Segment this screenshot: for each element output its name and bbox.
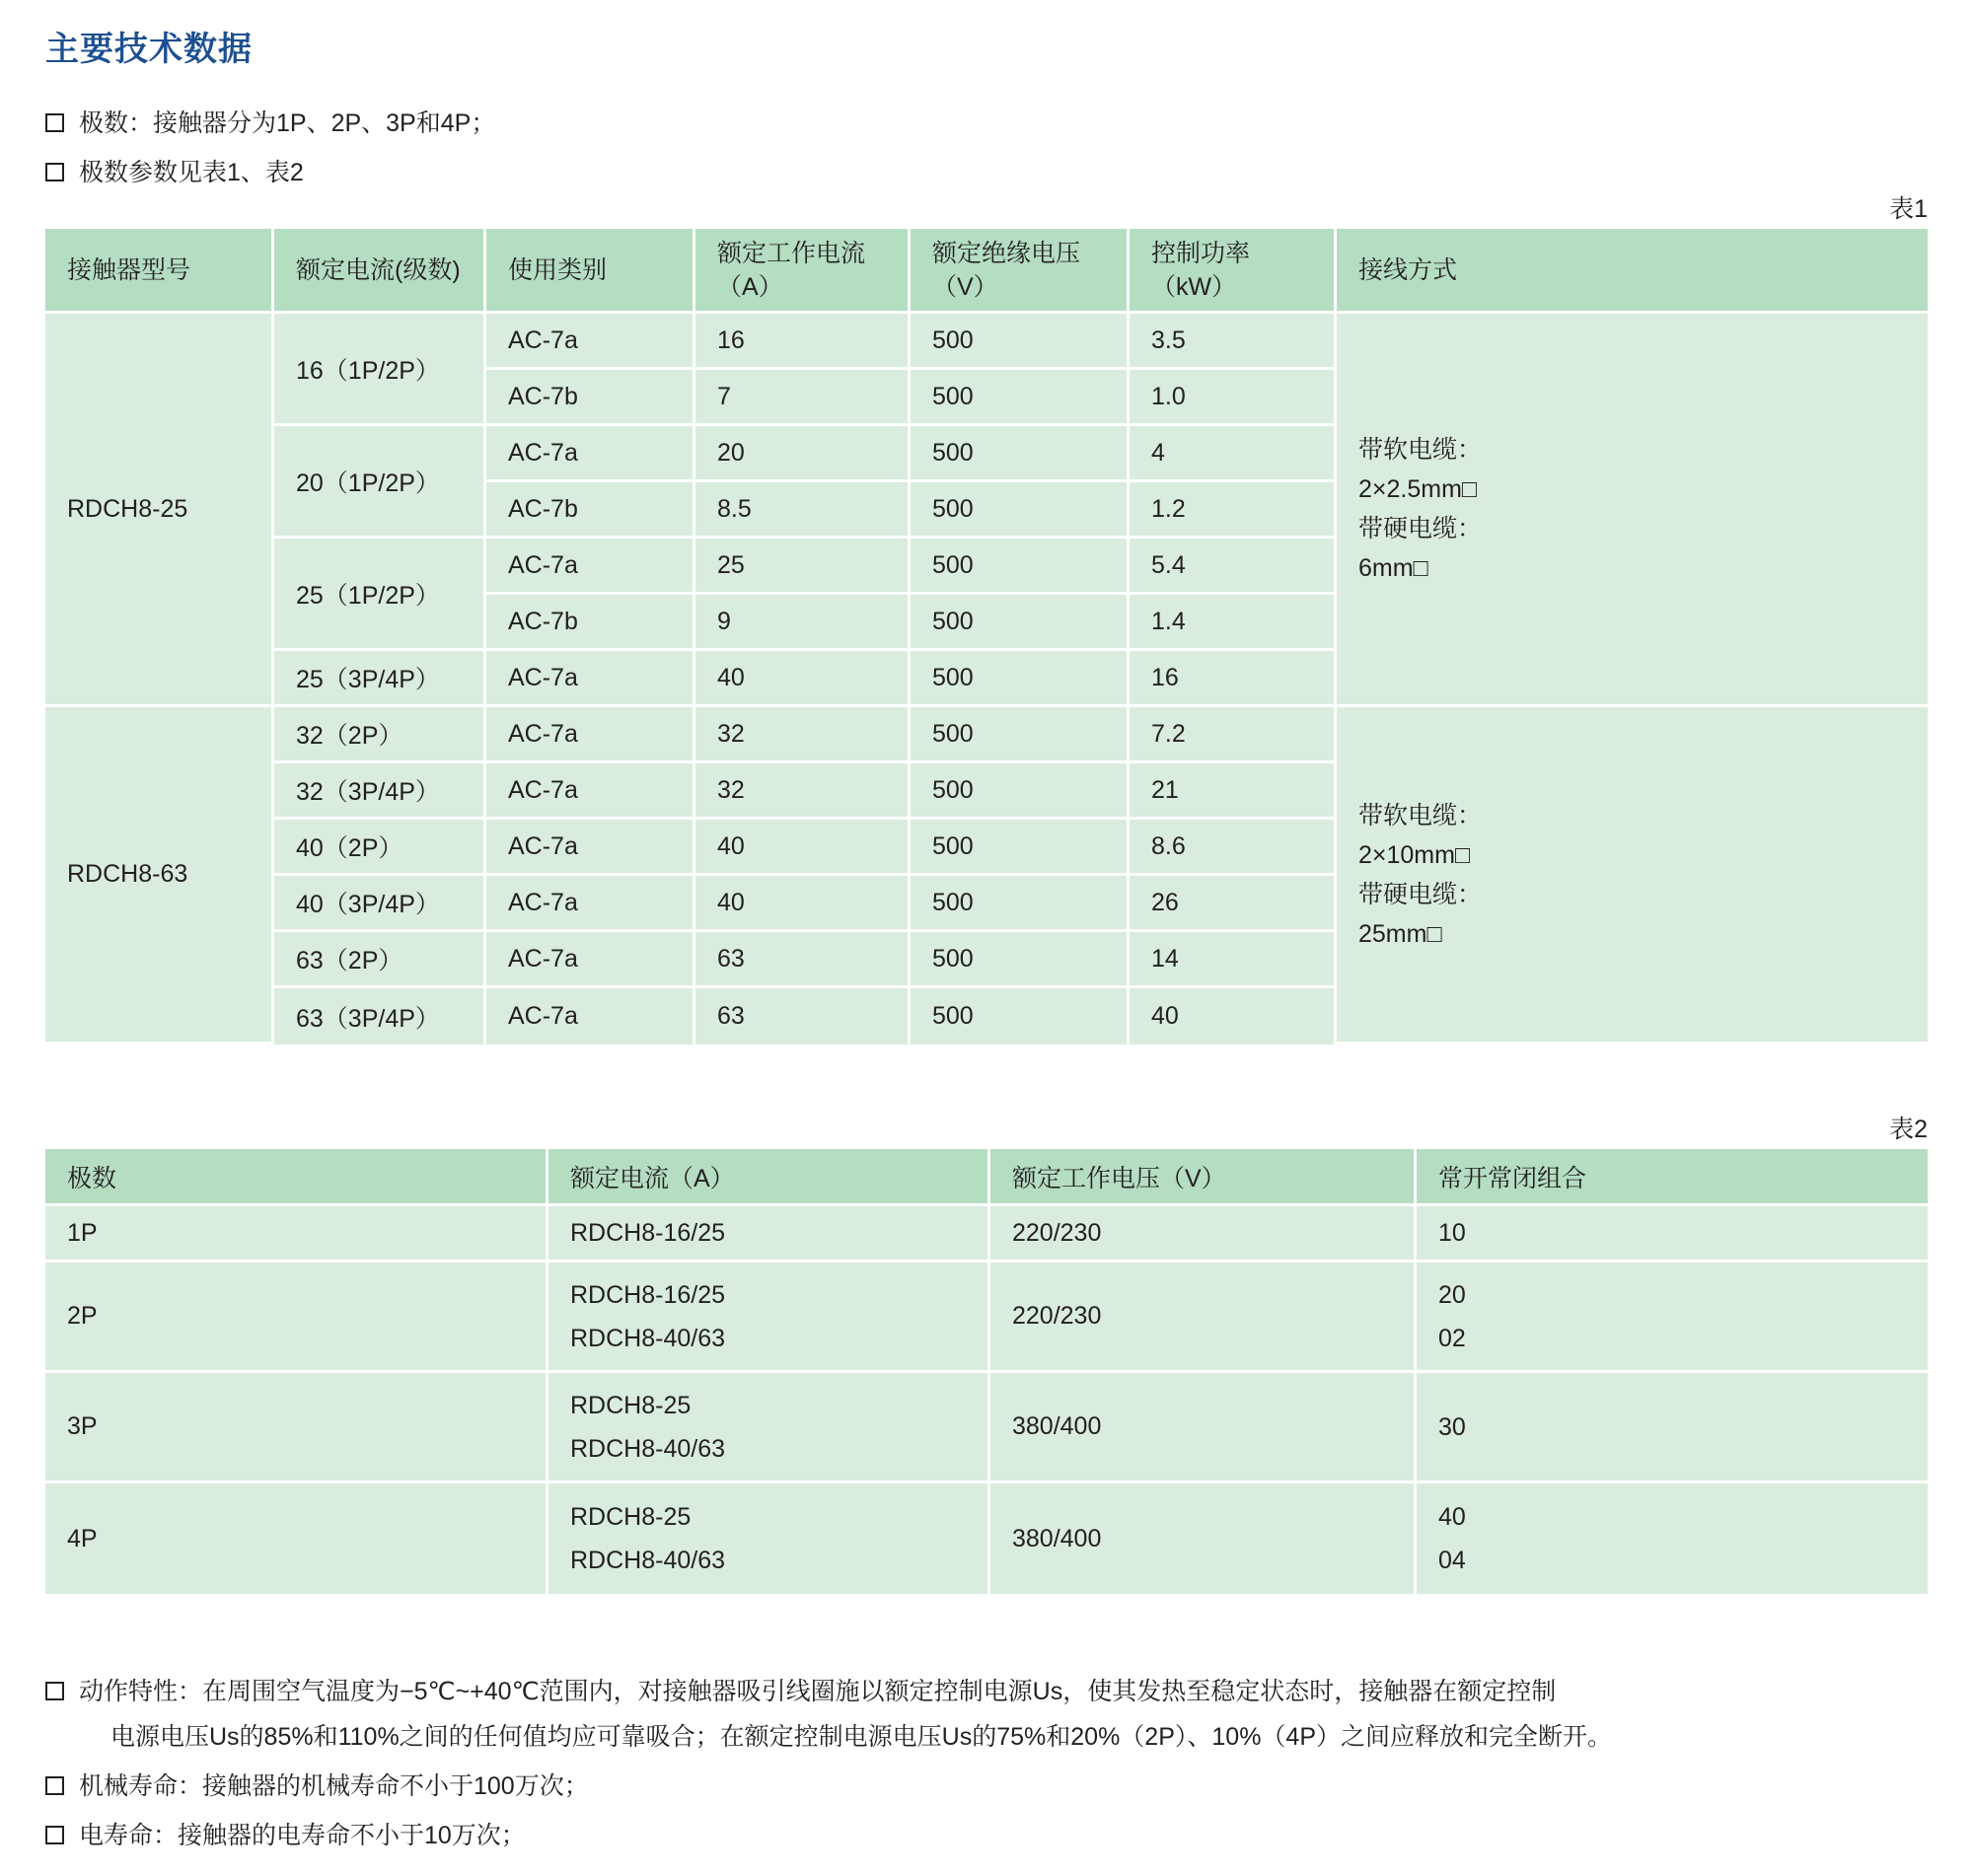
technical-data-table-1 xyxy=(45,229,1928,1045)
table2-cell-rated-current: RDCH8-16/25 RDCH8-40/63 xyxy=(548,1263,990,1373)
table-row xyxy=(45,1206,1928,1263)
table1-cell-category: AC-7b xyxy=(486,370,695,426)
table1-cell-rated-current: 63（2P） xyxy=(274,932,486,988)
table1-cell-control-power: 1.0 xyxy=(1130,370,1337,426)
wiring-hard-cable-label: 带硬电缆： xyxy=(1358,515,1483,542)
table2-cell-no-nc-combination: 20 02 xyxy=(1417,1263,1928,1373)
table1-cell-rated-current: 25（3P/4P） xyxy=(274,651,486,707)
table1-col-header-control-power: 控制功率（kW） xyxy=(1130,229,1337,314)
table2-cell-no-nc-combination: 30 xyxy=(1417,1373,1928,1483)
table1-cell-model: RDCH8-63 xyxy=(45,707,274,1045)
table1-cell-control-power: 1.4 xyxy=(1130,595,1337,651)
table1-cell-working-current: 9 xyxy=(695,595,911,651)
table1-cell-control-power: 1.2 xyxy=(1130,482,1337,539)
table1-cell-insulation-voltage: 500 xyxy=(911,539,1130,595)
wiring-hard-cable-value: 25mm□ xyxy=(1358,919,1442,948)
note-item-mechanical-life xyxy=(45,1764,1930,1809)
table1-cell-control-power: 21 xyxy=(1130,763,1337,820)
pole-parameters-table-2 xyxy=(45,1149,1928,1594)
table1-cell-insulation-voltage: 500 xyxy=(911,988,1130,1045)
table1-cell-rated-current: 63（3P/4P） xyxy=(274,988,486,1045)
note-line-1: 电寿命：接触器的电寿命不小于10万次； xyxy=(79,1822,526,1849)
table1-cell-rated-current: 32（3P/4P） xyxy=(274,763,486,820)
intro-bullet-item xyxy=(45,153,1920,192)
table1-cell-wiring-method xyxy=(1337,707,1928,1045)
table1-cell-working-current: 20 xyxy=(695,426,911,482)
table1-body xyxy=(45,314,1928,1045)
table1-cell-working-current: 16 xyxy=(695,314,911,370)
table1-cell-rated-current: 25（1P/2P） xyxy=(274,539,486,651)
table2-cell-working-voltage: 220/230 xyxy=(990,1263,1417,1373)
table2-cell-working-voltage: 380/400 xyxy=(990,1483,1417,1594)
table1-col-header-model: 接触器型号 xyxy=(45,229,274,314)
table1-cell-working-current: 32 xyxy=(695,763,911,820)
table1-cell-category: AC-7a xyxy=(486,707,695,763)
table1-col-header-rated-current: 额定电流(级数) xyxy=(274,229,486,314)
table-row xyxy=(45,1373,1928,1483)
table1-cell-control-power: 16 xyxy=(1130,651,1337,707)
table1-cell-category: AC-7a xyxy=(486,539,695,595)
table1-col-header-wiring-method: 接线方式 xyxy=(1337,229,1928,314)
table2-cell-poles: 2P xyxy=(45,1263,548,1373)
table1-cell-category: AC-7b xyxy=(486,595,695,651)
table2-cell-poles: 1P xyxy=(45,1206,548,1263)
table2-col-header-rated-current: 额定电流（A） xyxy=(548,1149,990,1206)
bullet-square-icon xyxy=(45,1826,64,1844)
table2-cell-working-voltage: 380/400 xyxy=(990,1373,1417,1483)
intro-bullet-list xyxy=(45,104,1920,202)
table2-cell-no-nc-combination: 10 xyxy=(1417,1206,1928,1263)
table1-cell-rated-current: 40（3P/4P） xyxy=(274,876,486,932)
intro-bullet-item xyxy=(45,104,1920,143)
table1-cell-insulation-voltage: 500 xyxy=(911,370,1130,426)
table1-cell-insulation-voltage: 500 xyxy=(911,707,1130,763)
table2-caption: 表2 xyxy=(1889,1116,1928,1143)
table1-cell-control-power: 7.2 xyxy=(1130,707,1337,763)
wiring-soft-cable-label: 带软电缆： xyxy=(1358,436,1483,464)
table1-cell-category: AC-7a xyxy=(486,426,695,482)
table1-cell-control-power: 8.6 xyxy=(1130,820,1337,876)
table1-cell-working-current: 32 xyxy=(695,707,911,763)
table1-cell-working-current: 40 xyxy=(695,876,911,932)
table1-col-header-utilization-category: 使用类别 xyxy=(486,229,695,314)
table1-cell-working-current: 40 xyxy=(695,820,911,876)
table1-cell-rated-current: 16（1P/2P） xyxy=(274,314,486,426)
table1-cell-insulation-voltage: 500 xyxy=(911,426,1130,482)
table2-cell-poles: 3P xyxy=(45,1373,548,1483)
table2-cell-no-nc-combination: 40 04 xyxy=(1417,1483,1928,1594)
table1-caption: 表1 xyxy=(1889,195,1928,223)
table1-cell-working-current: 63 xyxy=(695,932,911,988)
table2-col-header-no-nc-combination: 常开常闭组合 xyxy=(1417,1149,1928,1206)
table2-cell-rated-current: RDCH8-25 RDCH8-40/63 xyxy=(548,1483,990,1594)
note-line-1: 机械寿命：接触器的机械寿命不小于100万次； xyxy=(79,1772,589,1800)
bullet-square-icon xyxy=(45,163,64,181)
table2-cell-poles: 4P xyxy=(45,1483,548,1594)
bottom-notes-list xyxy=(45,1669,1930,1862)
table1-header-row xyxy=(45,229,1928,314)
table1-cell-working-current: 25 xyxy=(695,539,911,595)
table1-cell-category: AC-7a xyxy=(486,876,695,932)
table1-cell-insulation-voltage: 500 xyxy=(911,932,1130,988)
intro-bullet-text: 极数：接触器分为1P、2P、3P和4P； xyxy=(79,109,496,137)
table2-cell-working-voltage: 220/230 xyxy=(990,1206,1417,1263)
page-title: 主要技术数据 xyxy=(45,31,253,68)
table1-cell-rated-current: 40（2P） xyxy=(274,820,486,876)
table1-cell-category: AC-7a xyxy=(486,314,695,370)
table2-cell-rated-current: RDCH8-16/25 xyxy=(548,1206,990,1263)
table1-cell-insulation-voltage: 500 xyxy=(911,482,1130,539)
table1-cell-working-current: 8.5 xyxy=(695,482,911,539)
wiring-soft-cable-value: 2×10mm□ xyxy=(1358,840,1471,869)
table1-cell-control-power: 3.5 xyxy=(1130,314,1337,370)
intro-bullet-text: 极数参数见表1、表2 xyxy=(79,159,304,186)
table1-cell-insulation-voltage: 500 xyxy=(911,651,1130,707)
table1-cell-control-power: 26 xyxy=(1130,876,1337,932)
note-line-1: 动作特性：在周围空气温度为−5℃~+40℃范围内，对接触器吸引线圈施以额定控制电源Us，使其发热至稳定状态时，接触器在额定控制 xyxy=(79,1678,1557,1705)
table1-cell-insulation-voltage: 500 xyxy=(911,595,1130,651)
table1-col-header-working-current: 额定工作电流 （A） xyxy=(695,229,911,314)
table1-cell-working-current: 63 xyxy=(695,988,911,1045)
table1-cell-insulation-voltage: 500 xyxy=(911,763,1130,820)
table1-col-header-insulation-voltage: 额定绝缘电压 （V） xyxy=(911,229,1130,314)
table1-cell-control-power: 40 xyxy=(1130,988,1337,1045)
table2-header-row xyxy=(45,1149,1928,1206)
bullet-square-icon xyxy=(45,113,64,132)
table1-cell-category: AC-7b xyxy=(486,482,695,539)
table1-cell-control-power: 4 xyxy=(1130,426,1337,482)
table1-cell-control-power: 5.4 xyxy=(1130,539,1337,595)
note-item-electrical-life xyxy=(45,1813,1930,1858)
table1-cell-insulation-voltage: 500 xyxy=(911,876,1130,932)
bullet-square-icon xyxy=(45,1682,64,1700)
table-row xyxy=(45,1263,1928,1373)
note-item-operating-characteristics xyxy=(45,1669,1930,1760)
table1-cell-insulation-voltage: 500 xyxy=(911,314,1130,370)
table1-cell-model: RDCH8-25 xyxy=(45,314,274,707)
table1-cell-category: AC-7a xyxy=(486,651,695,707)
table1-cell-rated-current: 32（2P） xyxy=(274,707,486,763)
table1-cell-working-current: 40 xyxy=(695,651,911,707)
table-row xyxy=(45,314,1928,370)
table2-col-header-poles: 极数 xyxy=(45,1149,548,1206)
table1-cell-category: AC-7a xyxy=(486,763,695,820)
wiring-soft-cable-label: 带软电缆： xyxy=(1358,801,1483,830)
table1-cell-rated-current: 20（1P/2P） xyxy=(274,426,486,539)
table1-cell-category: AC-7a xyxy=(486,988,695,1045)
table2-cell-rated-current: RDCH8-25 RDCH8-40/63 xyxy=(548,1373,990,1483)
table-row xyxy=(45,1483,1928,1594)
note-line-2: 电源电压Us的85%和110%之间的任何值均应可靠吸合；在额定控制电源电压Us的75%和20%（2P）、10%（4P）之间应释放和完全断开。 xyxy=(110,1723,1613,1751)
table1-cell-wiring-method xyxy=(1337,314,1928,707)
table1-cell-category: AC-7a xyxy=(486,932,695,988)
wiring-hard-cable-value: 6mm□ xyxy=(1358,554,1428,582)
bullet-square-icon xyxy=(45,1776,64,1795)
table-row xyxy=(45,707,1928,763)
table1-cell-insulation-voltage: 500 xyxy=(911,820,1130,876)
table1-cell-working-current: 7 xyxy=(695,370,911,426)
table2-col-header-working-voltage: 额定工作电压（V） xyxy=(990,1149,1417,1206)
wiring-hard-cable-label: 带硬电缆： xyxy=(1358,880,1483,908)
table1-cell-category: AC-7a xyxy=(486,820,695,876)
table1-cell-control-power: 14 xyxy=(1130,932,1337,988)
wiring-soft-cable-value: 2×2.5mm□ xyxy=(1358,475,1478,503)
table2-body xyxy=(45,1206,1928,1594)
